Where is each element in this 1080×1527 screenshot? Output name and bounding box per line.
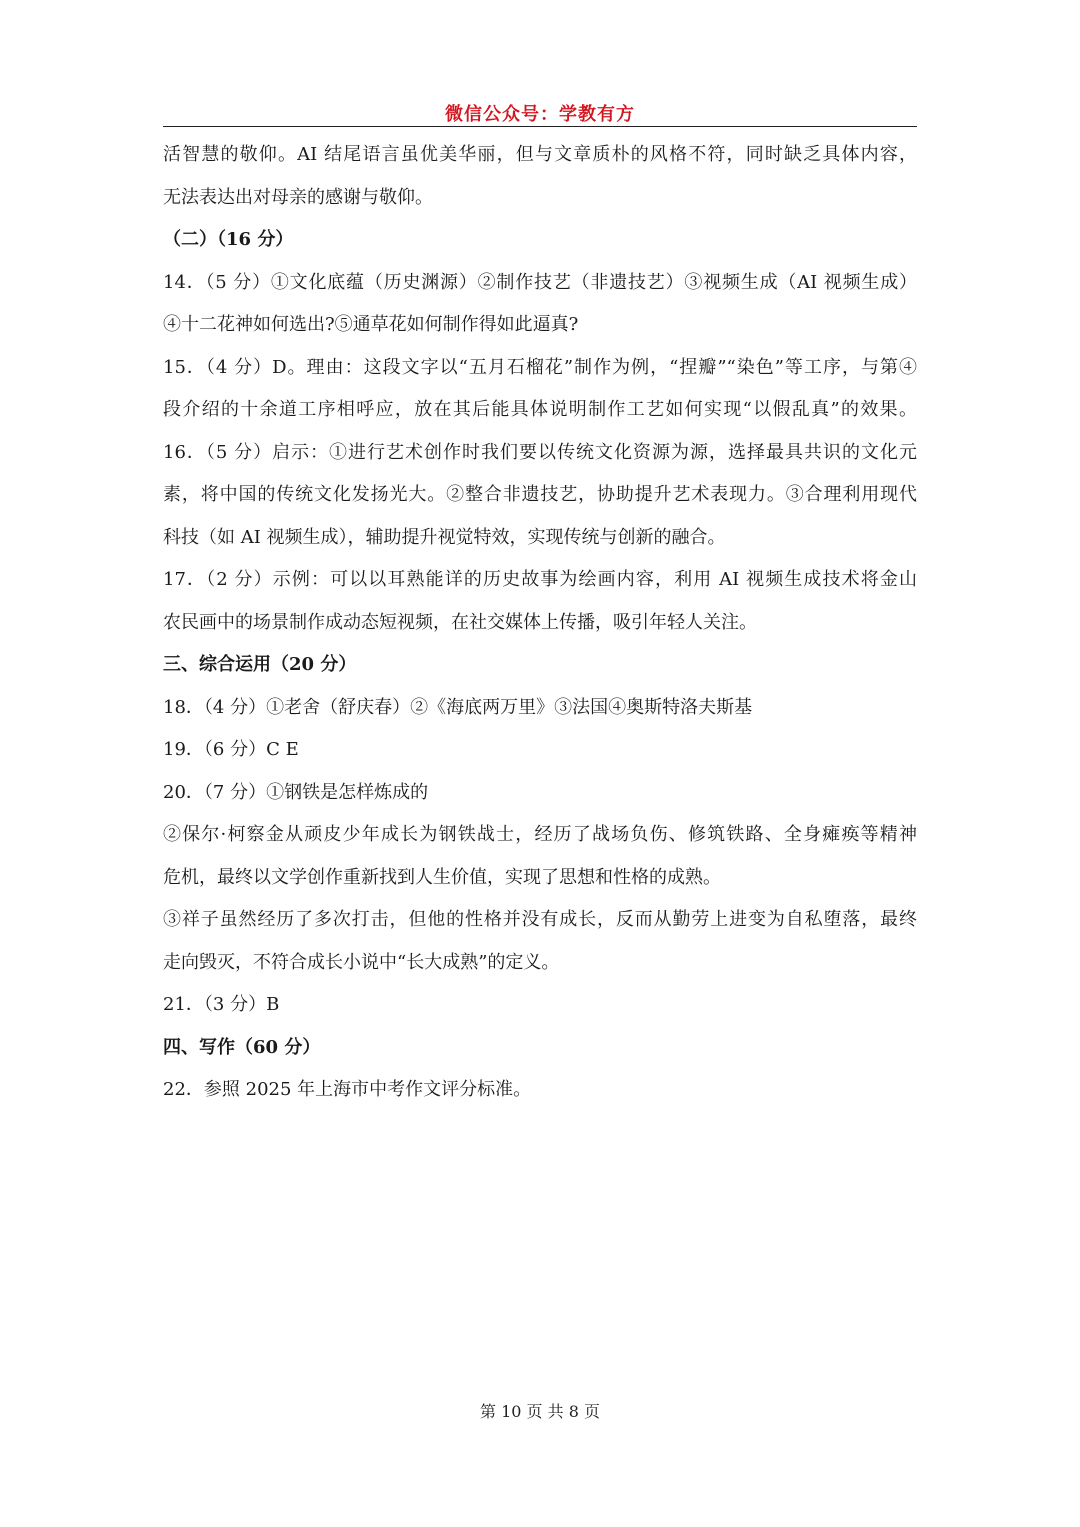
text-line: 16．（5 分）启示：①进行艺术创作时我们要以传统文化资源为源，选择最具共识的文化元 bbox=[163, 441, 917, 463]
text-line: 素，将中国的传统文化发扬光大。②整合非遗技艺，协助提升艺术表现力。③合理利用现代 bbox=[163, 484, 917, 505]
text-line: 14．（5 分）①文化底蕴（历史渊源）②制作技艺（非遗技艺）③视频生成（AI 视频生成） bbox=[163, 271, 917, 293]
document-body bbox=[163, 134, 917, 1112]
header-divider bbox=[163, 126, 917, 127]
text-line: 20．（7 分）①钢铁是怎样炼成的 bbox=[163, 781, 429, 803]
text-line: 18．（4 分）①老舍（舒庆春）②《海底两万里》③法国④奥斯特洛夫斯基 bbox=[163, 696, 753, 718]
text-line: 活智慧的敬仰。AI 结尾语言虽优美华丽，但与文章质朴的风格不符，同时缺乏具体内容， bbox=[163, 144, 917, 165]
text-line: ④十二花神如何选出?⑤通草花如何制作得如此逼真? bbox=[163, 314, 579, 335]
text-line: 无法表达出对母亲的感谢与敬仰。 bbox=[163, 186, 433, 208]
text-line: 段介绍的十余道工序相呼应，放在其后能具体说明制作工艺如何实现“以假乱真”的效果。 bbox=[163, 399, 917, 420]
text-line: ③祥子虽然经历了多次打击，但他的性格并没有成长，反而从勤劳上进变为自私堕落，最终 bbox=[163, 909, 917, 930]
page-number: 第 10 页 共 8 页 bbox=[480, 1402, 600, 1421]
section-heading: （二）（16 分） bbox=[163, 229, 294, 250]
text-line: 15．（4 分）D。理由：这段文字以“五月石榴花”制作为例，“捏瓣”“染色”等工序，与第④ bbox=[163, 356, 917, 378]
text-line: 21．（3 分）B bbox=[163, 994, 280, 1015]
text-line: 危机，最终以文学创作重新找到人生价值，实现了思想和性格的成熟。 bbox=[163, 866, 721, 888]
section-heading: 三、综合运用（20 分） bbox=[163, 654, 357, 675]
section-heading: 四、写作（60 分） bbox=[163, 1036, 321, 1058]
text-line: 农民画中的场景制作成动态短视频，在社交媒体上传播，吸引年轻人关注。 bbox=[163, 611, 757, 633]
text-line: 19．（6 分）C E bbox=[163, 739, 299, 760]
page-header-title: 微信公众号：学教有方 bbox=[445, 104, 635, 125]
text-line: 科技（如 AI 视频生成），辅助提升视觉特效，实现传统与创新的融合。 bbox=[163, 526, 726, 548]
text-line: 走向毁灭，不符合成长小说中“长大成熟”的定义。 bbox=[163, 951, 560, 973]
text-line: 17．（2 分）示例：可以以耳熟能详的历史故事为绘画内容，利用 AI 视频生成技术将金山 bbox=[163, 569, 917, 590]
text-line: ②保尔·柯察金从顽皮少年成长为钢铁战士，经历了战场负伤、修筑铁路、全身瘫痪等精神 bbox=[163, 824, 917, 845]
text-line: 22．参照 2025 年上海市中考作文评分标准。 bbox=[163, 1079, 532, 1100]
